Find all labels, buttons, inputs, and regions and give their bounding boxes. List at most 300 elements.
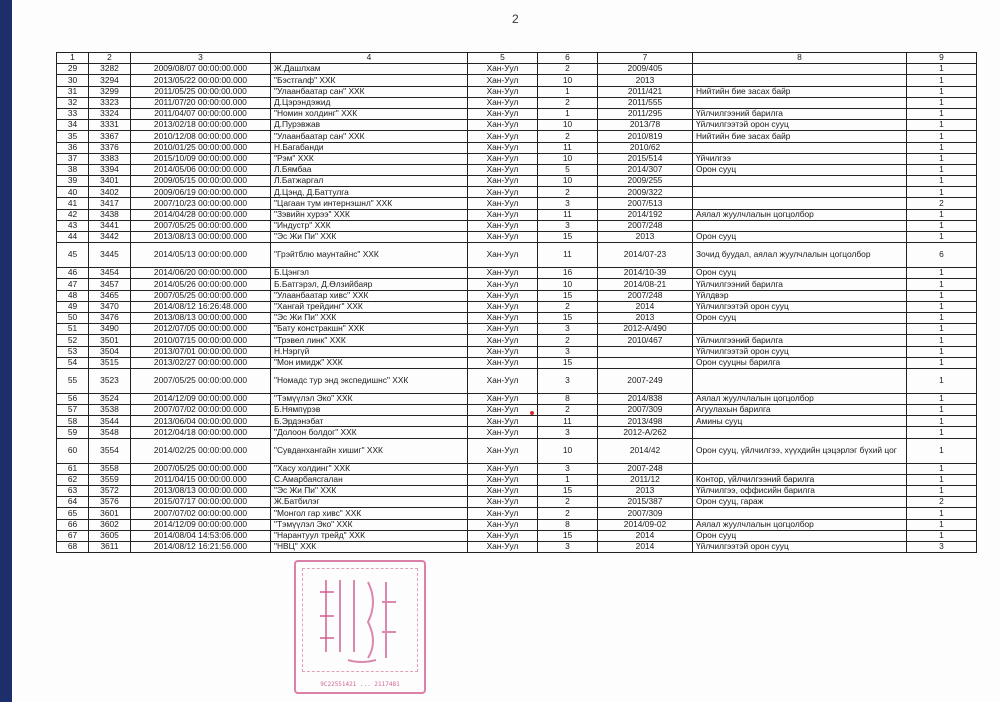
table-cell-col-6: 1: [538, 86, 598, 97]
table-cell-col-5: Хан-Уул: [468, 75, 538, 86]
table-cell-col-3: 2014/05/06 00:00:00.000: [131, 164, 271, 175]
table-cell-col-1: 51: [57, 324, 89, 335]
table-cell-col-7: 2007/248: [598, 290, 693, 301]
table-cell-col-6: 1: [538, 108, 598, 119]
table-cell-col-7: 2007/309: [598, 508, 693, 519]
table-cell-col-6: 2: [538, 187, 598, 198]
table-cell-col-4: "Мон имидж" ХХК: [271, 357, 468, 368]
table-cell-col-4: "Индустр" ХХК: [271, 220, 468, 231]
table-cell-col-1: 45: [57, 243, 89, 268]
table-row: [57, 176, 977, 187]
table-cell-col-7: 2009/255: [598, 176, 693, 187]
table-cell-col-9: 1: [907, 120, 977, 131]
table-cell-col-8: Үйлчилгээний барилга: [693, 108, 907, 119]
table-cell-col-6: 10: [538, 75, 598, 86]
table-row: [57, 368, 977, 393]
table-cell-col-3: 2007/05/25 00:00:00.000: [131, 463, 271, 474]
table-cell-col-8: Орон сууц: [693, 530, 907, 541]
table-cell-col-6: 11: [538, 243, 598, 268]
table-cell-col-1: 64: [57, 497, 89, 508]
table-cell-col-4: "Хасу холдинг" ХХК: [271, 463, 468, 474]
table-cell-col-5: Хан-Уул: [468, 438, 538, 463]
table-cell-col-7: 2012-А/262: [598, 427, 693, 438]
table-cell-col-2: 3401: [89, 176, 131, 187]
table-cell-col-1: 63: [57, 486, 89, 497]
table-cell-col-3: 2009/05/15 00:00:00.000: [131, 176, 271, 187]
table-row: [57, 131, 977, 142]
table-cell-col-7: 2012-А/490: [598, 324, 693, 335]
table-cell-col-6: 10: [538, 438, 598, 463]
table-cell-col-1: 36: [57, 142, 89, 153]
table-cell-col-3: 2007/05/25 00:00:00.000: [131, 220, 271, 231]
table-cell-col-4: "Долоон болдог" ХХК: [271, 427, 468, 438]
table-cell-col-9: 1: [907, 416, 977, 427]
table-cell-col-1: 49: [57, 301, 89, 312]
table-cell-col-7: 2014/307: [598, 164, 693, 175]
table-cell-col-4: Ж.Дашлхам: [271, 64, 468, 75]
table-cell-col-3: 2014/04/28 00:00:00.000: [131, 209, 271, 220]
table-cell-col-1: 32: [57, 97, 89, 108]
table-cell-col-2: 3470: [89, 301, 131, 312]
table-cell-col-1: 60: [57, 438, 89, 463]
table-cell-col-3: 2007/05/25 00:00:00.000: [131, 368, 271, 393]
table-cell-col-3: 2013/08/13 00:00:00.000: [131, 312, 271, 323]
table-cell-col-4: Д.Цэрэндэжид: [271, 97, 468, 108]
table-cell-col-9: 3: [907, 541, 977, 552]
table-cell-col-6: 5: [538, 164, 598, 175]
table-cell-col-3: 2011/04/07 00:00:00.000: [131, 108, 271, 119]
table-cell-col-2: 3501: [89, 335, 131, 346]
table-cell-col-9: 1: [907, 393, 977, 404]
table-cell-col-1: 52: [57, 335, 89, 346]
table-cell-col-8: Контор, үйлчилгээний барилга: [693, 474, 907, 485]
table-cell-col-7: 2014: [598, 530, 693, 541]
table-cell-col-1: 53: [57, 346, 89, 357]
table-cell-col-2: 3504: [89, 346, 131, 357]
table-cell-col-8: Үйлчилгээ, оффисийн барилга: [693, 486, 907, 497]
table-cell-col-9: 1: [907, 301, 977, 312]
table-row: [57, 120, 977, 131]
table-cell-col-4: "Номин холдинг" ХХК: [271, 108, 468, 119]
table-row: [57, 463, 977, 474]
table-cell-col-8: Үйчилгээ: [693, 153, 907, 164]
table-cell-col-9: 1: [907, 290, 977, 301]
table-cell-col-6: 1: [538, 474, 598, 485]
table-cell-col-4: "НВЦ" ХХК: [271, 541, 468, 552]
table-cell-col-8: Үйлдвэр: [693, 290, 907, 301]
table-cell-col-7: 2013: [598, 232, 693, 243]
table-cell-col-1: 35: [57, 131, 89, 142]
table-row: [57, 108, 977, 119]
table-cell-col-6: 2: [538, 497, 598, 508]
table-cell-col-5: Хан-Уул: [468, 279, 538, 290]
table-cell-col-2: 3323: [89, 97, 131, 108]
table-cell-col-6: 10: [538, 153, 598, 164]
table-cell-col-2: 3294: [89, 75, 131, 86]
table-cell-col-5: Хан-Уул: [468, 220, 538, 231]
table-cell-col-4: "Цагаан тум интернэшнл" ХХК: [271, 198, 468, 209]
table-cell-col-5: Хан-Уул: [468, 142, 538, 153]
table-cell-col-5: Хан-Уул: [468, 198, 538, 209]
table-cell-col-4: Д.Цэнд, Д.Баттулга: [271, 187, 468, 198]
table-cell-col-8: Үйлчилгээний барилга: [693, 279, 907, 290]
table-cell-col-6: 3: [538, 541, 598, 552]
table-cell-col-4: "Бэстгалф" ХХК: [271, 75, 468, 86]
table-cell-col-3: 2007/07/02 00:00:00.000: [131, 405, 271, 416]
table-cell-col-9: 2: [907, 198, 977, 209]
table-cell-col-8: [693, 75, 907, 86]
table-cell-col-9: 1: [907, 64, 977, 75]
table-cell-col-4: "Бату констракшн" ХХК: [271, 324, 468, 335]
table-cell-col-7: 2011/555: [598, 97, 693, 108]
table-cell-col-3: 2007/10/23 00:00:00.000: [131, 198, 271, 209]
table-cell-col-7: 2013: [598, 75, 693, 86]
table-cell-col-2: 3605: [89, 530, 131, 541]
table-cell-col-7: 2015/514: [598, 153, 693, 164]
table-cell-col-1: 31: [57, 86, 89, 97]
table-cell-col-2: 3417: [89, 198, 131, 209]
table-cell-col-1: 65: [57, 508, 89, 519]
table-cell-col-2: 3558: [89, 463, 131, 474]
table-cell-col-2: 3442: [89, 232, 131, 243]
stamp-code: 9С22551421 ... 2117481: [320, 681, 400, 688]
table-cell-col-7: [598, 357, 693, 368]
table-cell-col-4: Л.Бямбаа: [271, 164, 468, 175]
table-cell-col-2: 3544: [89, 416, 131, 427]
land-register-table: [56, 52, 977, 553]
table-cell-col-5: Хан-Уул: [468, 324, 538, 335]
table-cell-col-8: [693, 427, 907, 438]
table-cell-col-5: Хан-Уул: [468, 530, 538, 541]
table-cell-col-1: 57: [57, 405, 89, 416]
table-cell-col-8: Орон сууц: [693, 232, 907, 243]
table-cell-col-5: Хан-Уул: [468, 243, 538, 268]
table-row: [57, 541, 977, 552]
table-cell-col-5: Хан-Уул: [468, 519, 538, 530]
table-row: [57, 209, 977, 220]
table-cell-col-1: 37: [57, 153, 89, 164]
official-stamp: [294, 560, 426, 694]
table-cell-col-8: Орон сууцны барилга: [693, 357, 907, 368]
table-cell-col-3: 2010/01/25 00:00:00.000: [131, 142, 271, 153]
table-cell-col-4: "Рэм" ХХК: [271, 153, 468, 164]
table-row: [57, 346, 977, 357]
table-cell-col-8: Орон сууц, гараж: [693, 497, 907, 508]
table-cell-col-3: 2007/05/25 00:00:00.000: [131, 290, 271, 301]
table-cell-col-1: 33: [57, 108, 89, 119]
table-cell-col-8: Аялал жуулчлалын цогцолбор: [693, 393, 907, 404]
table-cell-col-9: 1: [907, 86, 977, 97]
table-cell-col-4: "Нарантуул трейд" ХХК: [271, 530, 468, 541]
table-cell-col-5: Хан-Уул: [468, 357, 538, 368]
table-cell-col-3: 2013/07/01 00:00:00.000: [131, 346, 271, 357]
column-header-1: 1: [57, 53, 89, 64]
table-cell-col-9: 1: [907, 176, 977, 187]
table-row: [57, 335, 977, 346]
table-cell-col-1: 61: [57, 463, 89, 474]
table-cell-col-3: 2014/05/13 00:00:00.000: [131, 243, 271, 268]
table-cell-col-5: Хан-Уул: [468, 120, 538, 131]
table-cell-col-1: 67: [57, 530, 89, 541]
table-cell-col-9: 1: [907, 164, 977, 175]
table-row: [57, 486, 977, 497]
table-cell-col-9: 1: [907, 131, 977, 142]
table-cell-col-7: 2014/10-39: [598, 268, 693, 279]
table-cell-col-8: Нийтийн бие засах байр: [693, 86, 907, 97]
table-cell-col-1: 29: [57, 64, 89, 75]
table-cell-col-5: Хан-Уул: [468, 232, 538, 243]
table-cell-col-9: 1: [907, 530, 977, 541]
table-cell-col-6: 15: [538, 232, 598, 243]
table-cell-col-6: 3: [538, 427, 598, 438]
table-cell-col-8: Аялал жуулчлалын цогцолбор: [693, 209, 907, 220]
table-cell-col-2: 3299: [89, 86, 131, 97]
table-cell-col-2: 3457: [89, 279, 131, 290]
table-cell-col-7: 2014/09-02: [598, 519, 693, 530]
table-cell-col-7: 2009/322: [598, 187, 693, 198]
table-cell-col-4: Ж.Батбилэг: [271, 497, 468, 508]
table-cell-col-5: Хан-Уул: [468, 335, 538, 346]
table-cell-col-3: 2013/02/27 00:00:00.000: [131, 357, 271, 368]
table-cell-col-3: 2007/07/02 00:00:00.000: [131, 508, 271, 519]
table-cell-col-2: 3601: [89, 508, 131, 519]
table-cell-col-3: 2011/04/15 00:00:00.000: [131, 474, 271, 485]
table-cell-col-5: Хан-Уул: [468, 416, 538, 427]
table-cell-col-4: Б.Эрдэнэбат: [271, 416, 468, 427]
table-cell-col-7: 2014/42: [598, 438, 693, 463]
table-cell-col-7: 2013: [598, 312, 693, 323]
table-row: [57, 508, 977, 519]
table-cell-col-9: 1: [907, 438, 977, 463]
table-cell-col-2: 3441: [89, 220, 131, 231]
table-cell-col-8: Аялал жуулчлалын цогцолбор: [693, 519, 907, 530]
table-cell-col-4: "Эс Жи Пи" ХХК: [271, 232, 468, 243]
table-cell-col-2: 3490: [89, 324, 131, 335]
table-cell-col-9: 1: [907, 187, 977, 198]
table-cell-col-6: 10: [538, 176, 598, 187]
table-cell-col-1: 42: [57, 209, 89, 220]
table-row: [57, 243, 977, 268]
table-cell-col-5: Хан-Уул: [468, 209, 538, 220]
table-cell-col-7: 2014: [598, 301, 693, 312]
table-cell-col-2: 3445: [89, 243, 131, 268]
table-cell-col-8: [693, 97, 907, 108]
table-cell-col-5: Хан-Уул: [468, 290, 538, 301]
table-cell-col-3: 2012/04/18 00:00:00.000: [131, 427, 271, 438]
table-cell-col-2: 3324: [89, 108, 131, 119]
table-cell-col-1: 58: [57, 416, 89, 427]
column-header-3: 3: [131, 53, 271, 64]
table-cell-col-6: 8: [538, 393, 598, 404]
table-cell-col-1: 34: [57, 120, 89, 131]
table-cell-col-9: 2: [907, 497, 977, 508]
table-cell-col-3: 2013/06/04 00:00:00.000: [131, 416, 271, 427]
table-cell-col-1: 40: [57, 187, 89, 198]
table-cell-col-8: Нийтийн бие засах байр: [693, 131, 907, 142]
table-cell-col-7: 2015/387: [598, 497, 693, 508]
table-cell-col-9: 1: [907, 346, 977, 357]
table-row: [57, 497, 977, 508]
column-header-8: 8: [693, 53, 907, 64]
table-cell-col-9: 1: [907, 279, 977, 290]
table-cell-col-2: 3576: [89, 497, 131, 508]
table-cell-col-6: 2: [538, 64, 598, 75]
table-cell-col-6: 3: [538, 368, 598, 393]
table-cell-col-6: 15: [538, 290, 598, 301]
table-cell-col-3: 2012/07/05 00:00:00.000: [131, 324, 271, 335]
table-cell-col-8: [693, 508, 907, 519]
table-cell-col-5: Хан-Уул: [468, 346, 538, 357]
table-cell-col-6: 3: [538, 220, 598, 231]
table-cell-col-4: "Номадс тур энд экспедишнс" ХХК: [271, 368, 468, 393]
table-cell-col-2: 3465: [89, 290, 131, 301]
table-cell-col-1: 47: [57, 279, 89, 290]
table-cell-col-1: 38: [57, 164, 89, 175]
table-cell-col-7: 2010/467: [598, 335, 693, 346]
table-cell-col-5: Хан-Уул: [468, 108, 538, 119]
table-cell-col-7: [598, 346, 693, 357]
table-row: [57, 519, 977, 530]
table-cell-col-9: 1: [907, 427, 977, 438]
table-cell-col-4: Б.Нямпүрэв: [271, 405, 468, 416]
table-cell-col-9: 1: [907, 335, 977, 346]
table-row: [57, 164, 977, 175]
table-cell-col-5: Хан-Уул: [468, 474, 538, 485]
table-cell-col-1: 54: [57, 357, 89, 368]
table-cell-col-1: 30: [57, 75, 89, 86]
table-cell-col-7: 2009/405: [598, 64, 693, 75]
table-cell-col-2: 3394: [89, 164, 131, 175]
table-cell-col-8: Орон сууц: [693, 312, 907, 323]
table-cell-col-8: Агуулахын барилга: [693, 405, 907, 416]
table-cell-col-9: 1: [907, 75, 977, 86]
table-cell-col-4: "Улаанбаатар сан" ХХК: [271, 86, 468, 97]
table-cell-col-2: 3454: [89, 268, 131, 279]
table-cell-col-9: 6: [907, 243, 977, 268]
table-cell-col-1: 50: [57, 312, 89, 323]
table-cell-col-5: Хан-Уул: [468, 86, 538, 97]
table-cell-col-5: Хан-Уул: [468, 486, 538, 497]
table-cell-col-9: 1: [907, 508, 977, 519]
table-cell-col-5: Хан-Уул: [468, 508, 538, 519]
table-cell-col-7: 2010/819: [598, 131, 693, 142]
table-row: [57, 357, 977, 368]
column-header-5: 5: [468, 53, 538, 64]
table-cell-col-6: 11: [538, 416, 598, 427]
table-cell-col-3: 2014/08/04 14:53:06.000: [131, 530, 271, 541]
table-row: [57, 416, 977, 427]
table-cell-col-6: 11: [538, 142, 598, 153]
table-cell-col-4: "Трэвел линк" ХХК: [271, 335, 468, 346]
stamp-frame: [302, 568, 418, 672]
table-cell-col-1: 41: [57, 198, 89, 209]
table-cell-col-7: 2007/248: [598, 220, 693, 231]
table-cell-col-9: 1: [907, 209, 977, 220]
table-cell-col-9: 1: [907, 519, 977, 530]
table-cell-col-7: 2007-248: [598, 463, 693, 474]
table-cell-col-8: [693, 142, 907, 153]
table-cell-col-2: 3523: [89, 368, 131, 393]
table-cell-col-3: 2014/06/20 00:00:00.000: [131, 268, 271, 279]
table-cell-col-6: 15: [538, 357, 598, 368]
table-cell-col-8: [693, 324, 907, 335]
table-cell-col-2: 3376: [89, 142, 131, 153]
table-cell-col-7: 2010/62: [598, 142, 693, 153]
table-row: [57, 290, 977, 301]
table-cell-col-8: [693, 198, 907, 209]
table-cell-col-5: Хан-Уул: [468, 427, 538, 438]
table-cell-col-5: Хан-Уул: [468, 131, 538, 142]
table-cell-col-4: Б.Батгэрэл, Д.Өлзийбаяр: [271, 279, 468, 290]
table-row: [57, 438, 977, 463]
table-cell-col-3: 2013/08/13 00:00:00.000: [131, 232, 271, 243]
table-cell-col-3: 2014/12/09 00:00:00.000: [131, 519, 271, 530]
table-cell-col-4: "Эс Жи Пи" ХХК: [271, 312, 468, 323]
table-row: [57, 187, 977, 198]
table-cell-col-7: 2014: [598, 541, 693, 552]
table-cell-col-3: 2011/07/20 00:00:00.000: [131, 97, 271, 108]
table-cell-col-8: Орон сууц: [693, 164, 907, 175]
table-cell-col-2: 3611: [89, 541, 131, 552]
table-cell-col-7: 2007/513: [598, 198, 693, 209]
stamp-seal-glyph-icon: [306, 572, 416, 668]
table-cell-col-9: 1: [907, 405, 977, 416]
table-cell-col-7: 2011/421: [598, 86, 693, 97]
table-cell-col-1: 55: [57, 368, 89, 393]
table-cell-col-4: "Улаанбаатар сан" ХХК: [271, 131, 468, 142]
document-page: [12, 0, 1000, 702]
column-header-2: 2: [89, 53, 131, 64]
table-cell-col-1: 46: [57, 268, 89, 279]
table-cell-col-6: 10: [538, 120, 598, 131]
table-cell-col-4: "Монгол гар хивс" ХХК: [271, 508, 468, 519]
table-row: [57, 530, 977, 541]
table-cell-col-5: Хан-Уул: [468, 176, 538, 187]
table-cell-col-9: 1: [907, 220, 977, 231]
column-header-9: 9: [907, 53, 977, 64]
table-cell-col-8: Орон сууц: [693, 268, 907, 279]
table-cell-col-7: 2014/192: [598, 209, 693, 220]
table-cell-col-3: 2014/12/09 00:00:00.000: [131, 393, 271, 404]
table-cell-col-1: 48: [57, 290, 89, 301]
table-cell-col-5: Хан-Уул: [468, 405, 538, 416]
table-cell-col-8: Үйлчилгээтэй орон сууц: [693, 120, 907, 131]
table-cell-col-8: Үйлчилгээтэй орон сууц: [693, 541, 907, 552]
table-cell-col-4: "Грэйтблю маунтайнс" ХХК: [271, 243, 468, 268]
table-cell-col-3: 2013/02/18 00:00:00.000: [131, 120, 271, 131]
table-cell-col-9: 1: [907, 368, 977, 393]
table-row: [57, 268, 977, 279]
table-cell-col-8: Зочид буудал, аялал жуулчлалын цогцолбор: [693, 243, 907, 268]
table-cell-col-4: Н.Нэргүй: [271, 346, 468, 357]
table-cell-col-1: 59: [57, 427, 89, 438]
table-row: [57, 393, 977, 404]
table-cell-col-5: Хан-Уул: [468, 393, 538, 404]
table-cell-col-8: Үйлчилгээний барилга: [693, 335, 907, 346]
table-cell-col-7: 2014/08-21: [598, 279, 693, 290]
table-cell-col-9: 1: [907, 232, 977, 243]
table-row: [57, 232, 977, 243]
table-cell-col-6: 16: [538, 268, 598, 279]
table-cell-col-3: 2014/02/25 00:00:00.000: [131, 438, 271, 463]
table-cell-col-8: [693, 368, 907, 393]
table-cell-col-5: Хан-Уул: [468, 463, 538, 474]
table-cell-col-8: Үйлчилгээтэй орон сууц: [693, 301, 907, 312]
red-ink-dot: [530, 411, 534, 415]
table-cell-col-5: Хан-Уул: [468, 541, 538, 552]
table-cell-col-6: 3: [538, 324, 598, 335]
table-cell-col-3: 2014/08/12 16:21:56.000: [131, 541, 271, 552]
